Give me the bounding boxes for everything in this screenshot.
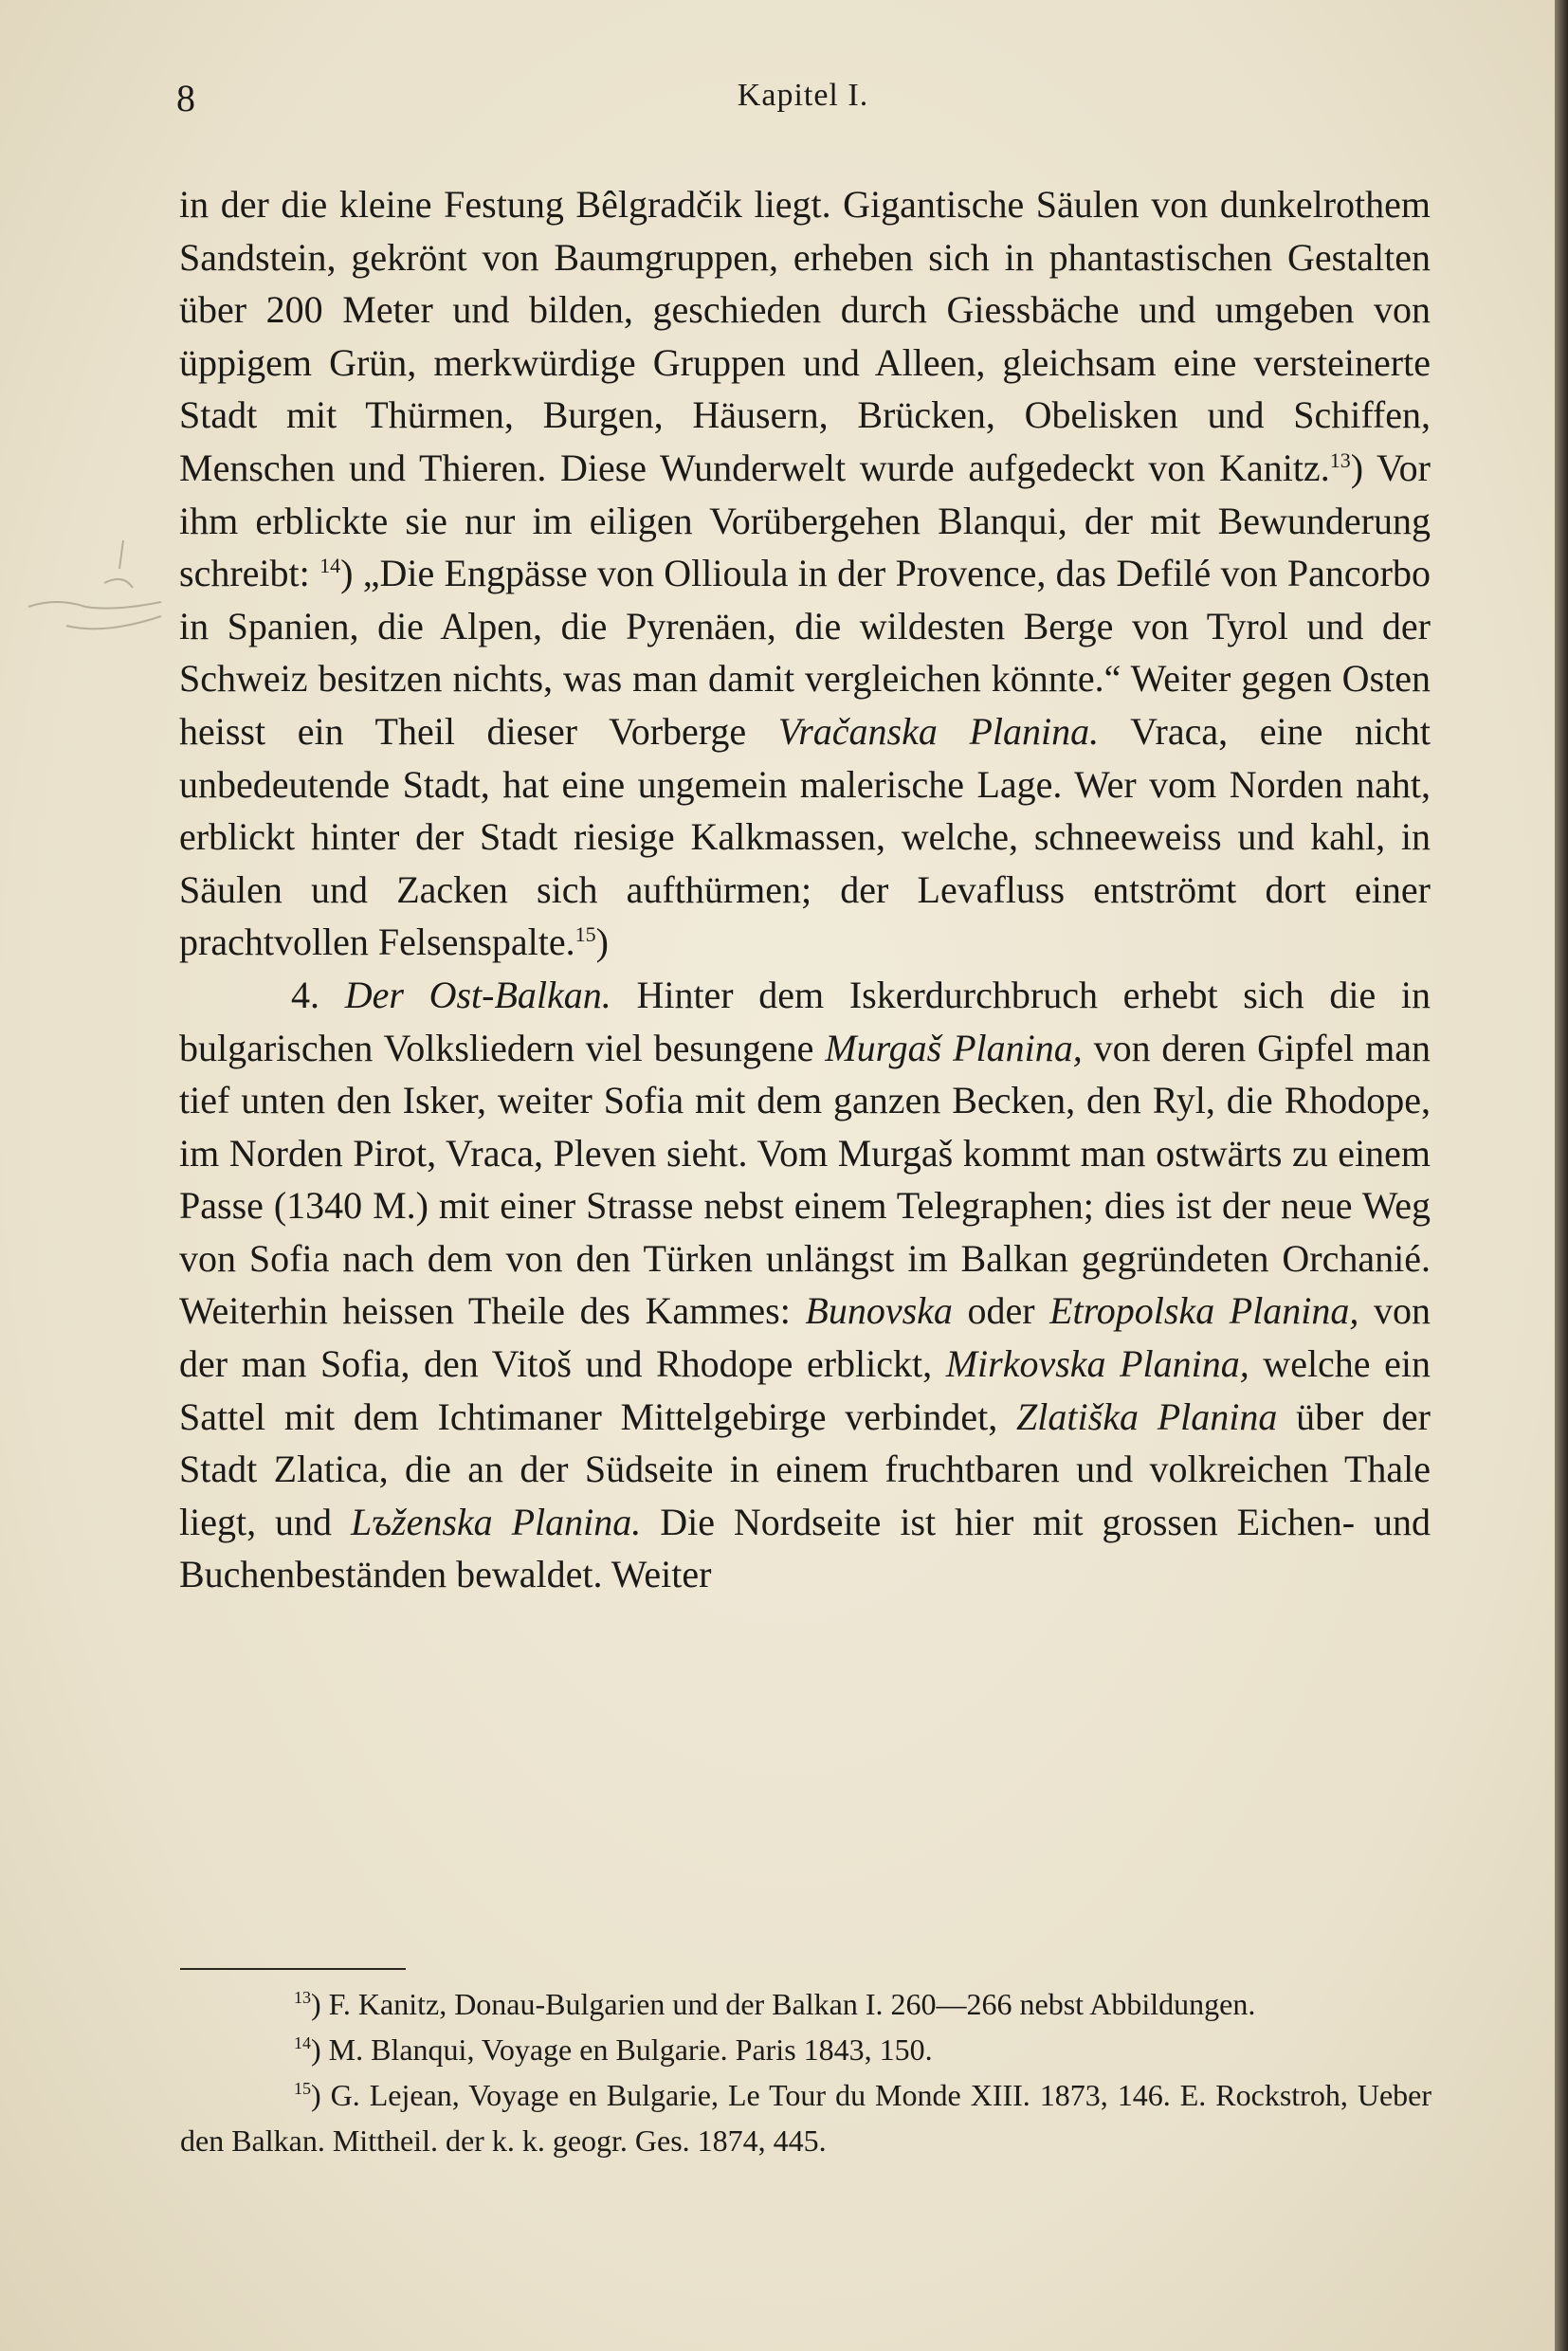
text-run: welche ein Sattel mit dem Ichtimaner Mittelgebirge verbindet, [179, 1342, 1431, 1438]
footnotes [180, 1981, 1431, 2163]
page-header [176, 76, 1430, 123]
italic-term: Lъženska Planina. [351, 1500, 642, 1543]
margin-pencil-marks [9, 531, 171, 683]
paragraph-1 [179, 178, 1431, 969]
footnote-ref-14: 14 [319, 554, 341, 578]
text-run: von deren Gipfel man tief unten den Isker, weiter Sofia mit dem ganzen Becken, den Ryl, die Rhodope, im Norden Pirot, Vraca, Pleven sieht. Vom Murgaš kommt man ostwärts zu einem Passe (1340 M.) mit einer Strasse nebst einem Telegraphen; dies ist der neue Weg von Sofia nach dem von den Türken unlängst im Balkan gegründeten Orchanié. Weiterhin heissen Theile des Kammes: [179, 1026, 1431, 1333]
text-run: oder [952, 1289, 1050, 1333]
page-number: 8 [176, 77, 195, 119]
footnote-divider [180, 1968, 406, 1970]
section-number: 4. [291, 973, 345, 1016]
italic-term: Zlatiška Planina [1016, 1394, 1278, 1438]
footnote-text: ) M. Blanqui, Voyage en Bulgarie. Paris 1843, 150. [311, 2032, 933, 2067]
footnote-mark: 15 [294, 2079, 311, 2098]
footnote-mark: 14 [294, 2033, 311, 2052]
text-run: Die Nordseite ist hier mit grossen Eichen- und Buchenbeständen bewaldet. Weiter [179, 1500, 1431, 1596]
section-title: Der Ost-Balkan. [344, 973, 611, 1016]
footnote-ref-15: 15 [574, 922, 596, 947]
text-run: Vraca, eine nicht unbedeutende Stadt, hat eine ungemein malerische Lage. Wer vom Norden naht, erblickt hinter der Stadt riesige Kalkmassen, welche, schneeweiss und kahl, in Säulen und Zacken sich aufthürmen; der Levafluss entströmt dort einer prachtvollen Felsenspalte. [179, 709, 1431, 964]
italic-term: Bunovska [805, 1289, 953, 1333]
footnote-mark: 13 [294, 1988, 311, 2007]
text-run: ) Vor ihm erblickte sie nur im eiligen Vorübergehen Blanqui, der mit Bewunderung schreibt: [179, 446, 1431, 595]
text-run: in der die kleine Festung Bêlgradčik liegt. Gigantische Säulen von dunkelrothem Sandstein, gekrönt von Baumgruppen, erheben sich in phantastischen Gestalten über 200 Meter und bilden, geschieden durch Giessbäche und umgeben von üppigem Grün, merkwürdige Gruppen und Alleen, gleichsam eine versteinerte Stadt mit Thürmen, Burgen, Häusern, Brücken, Obelisken und Schiffen, Menschen und Thieren. Diese Wunderwelt wurde aufgedeckt von Kanitz. [179, 183, 1431, 489]
text-run: ) [595, 920, 609, 964]
footnote-14 [180, 2027, 1431, 2072]
italic-term: Etropolska Planina, [1049, 1289, 1359, 1333]
footnote-15 [180, 2072, 1431, 2163]
text-run: von der man Sofia, den Vitoš und Rhodope erblickt, [179, 1289, 1431, 1386]
main-text [179, 178, 1431, 1601]
footnote-ref-13: 13 [1329, 447, 1351, 472]
pencil-scribble-icon [9, 531, 171, 683]
footnote-text: ) G. Lejean, Voyage en Bulgarie, Le Tour du Monde XIII. 1873, 146. E. Rockstroh, Ueber den Balkan. Mittheil. der k. k. geogr. Ges. 1874, 445. [180, 2078, 1431, 2158]
book-spine-edge [1555, 0, 1568, 2351]
footnote-text: ) F. Kanitz, Donau-Bulgarien und der Balkan I. 260—266 nebst Abbildungen. [311, 1987, 1256, 2021]
text-run: ) „Die Engpässe von Ollioula in der Provence, das Defilé von Pancorbo in Spanien, die Alpen, die Pyrenäen, die wildesten Berge von Tyrol und der Schweiz besitzen nichts, was man damit vergleichen könnte.“ Weiter gegen Osten heisst ein Theil dieser Vorberge [179, 552, 1431, 753]
text-run: Hinter dem Iskerdurchbruch erhebt sich die in bulgarischen Volksliedern viel besungene [179, 973, 1431, 1069]
footnote-13 [180, 1981, 1431, 2027]
text-run: über der Stadt Zlatica, die an der Südseite in einem fruchtbaren und volkreichen Thale liegt, und [179, 1394, 1431, 1543]
paragraph-2 [179, 969, 1431, 1601]
italic-term: Murgaš Planina, [825, 1026, 1083, 1069]
running-head: Kapitel I. [737, 78, 869, 113]
italic-term: Mirkovska Planina, [945, 1342, 1249, 1386]
italic-term: Vračanska Planina. [777, 709, 1100, 753]
